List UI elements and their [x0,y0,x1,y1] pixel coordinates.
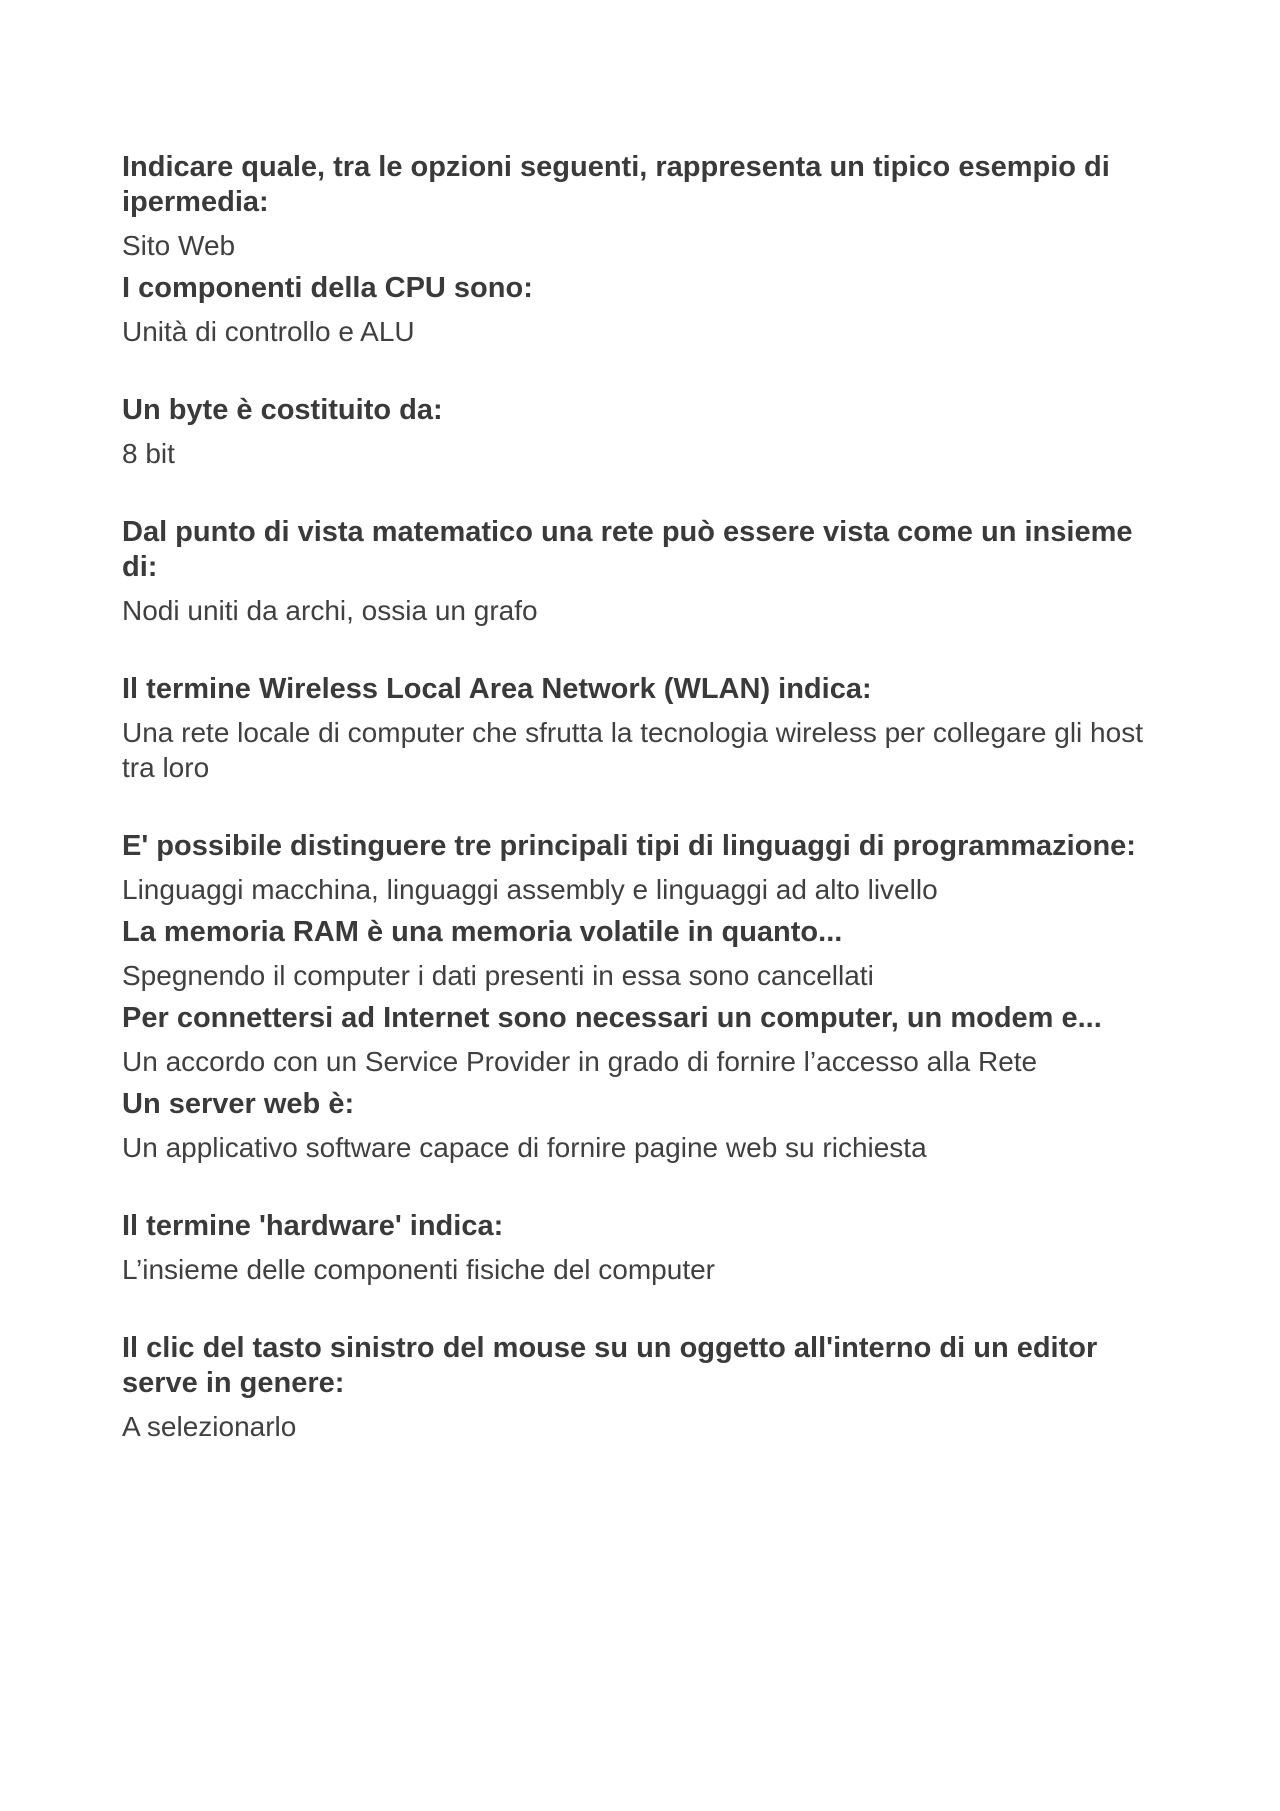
question-text: I componenti della CPU sono: [122,272,533,304]
question-text: Il clic del tasto sinistro del mouse su un oggetto all'interno di un editor serve in genere: [122,1332,1098,1399]
question-text: E' possibile distinguere tre principali tipi di linguaggi di programmazione: [122,830,1136,862]
answer-text: Un applicativo software capace di fornire pagine web su richiesta [122,1132,927,1163]
qa-item-4 [122,515,1172,628]
qa-item-3 [122,393,1172,471]
qa-item-6 [122,829,1172,907]
question-text: Un byte è costituito da: [122,394,443,426]
qa-item-5 [122,672,1172,785]
question-text: Il termine Wireless Local Area Network (WLAN) indica: [122,673,872,705]
answer-text: A selezionarlo [122,1411,297,1442]
qa-item-9 [122,1087,1172,1165]
answer-text: Spegnendo il computer i dati presenti in essa sono cancellati [122,960,874,991]
qa-item-8 [122,1001,1172,1079]
answer-text: L’insieme delle componenti fisiche del computer [122,1254,715,1285]
answer-text: Unità di controllo e ALU [122,316,415,347]
question-text: Per connettersi ad Internet sono necessari un computer, un modem e... [122,1002,1102,1034]
answer-text: Linguaggi macchina, linguaggi assembly e linguaggi ad alto livello [122,874,938,905]
qa-item-10 [122,1209,1172,1287]
question-text: Il termine 'hardware' indica: [122,1210,504,1242]
answer-text: Una rete locale di computer che sfrutta la tecnologia wireless per collegare gli host tra loro [122,717,1143,783]
document-page [122,150,1172,1452]
answer-text: Nodi uniti da archi, ossia un grafo [122,595,538,626]
qa-item-11 [122,1331,1172,1444]
question-text: Dal punto di vista matematico una rete può essere vista come un insieme di: [122,516,1133,583]
answer-text: Sito Web [122,230,236,261]
qa-item-7 [122,915,1172,993]
qa-item-2 [122,271,1172,349]
answer-text: 8 bit [122,438,175,469]
question-text: La memoria RAM è una memoria volatile in quanto... [122,916,843,948]
question-text: Un server web è: [122,1088,355,1120]
answer-text: Un accordo con un Service Provider in grado di fornire l’accesso alla Rete [122,1046,1038,1077]
question-text: Indicare quale, tra le opzioni seguenti, rappresenta un tipico esempio di ipermedia: [122,151,1110,218]
qa-item-1 [122,150,1172,263]
